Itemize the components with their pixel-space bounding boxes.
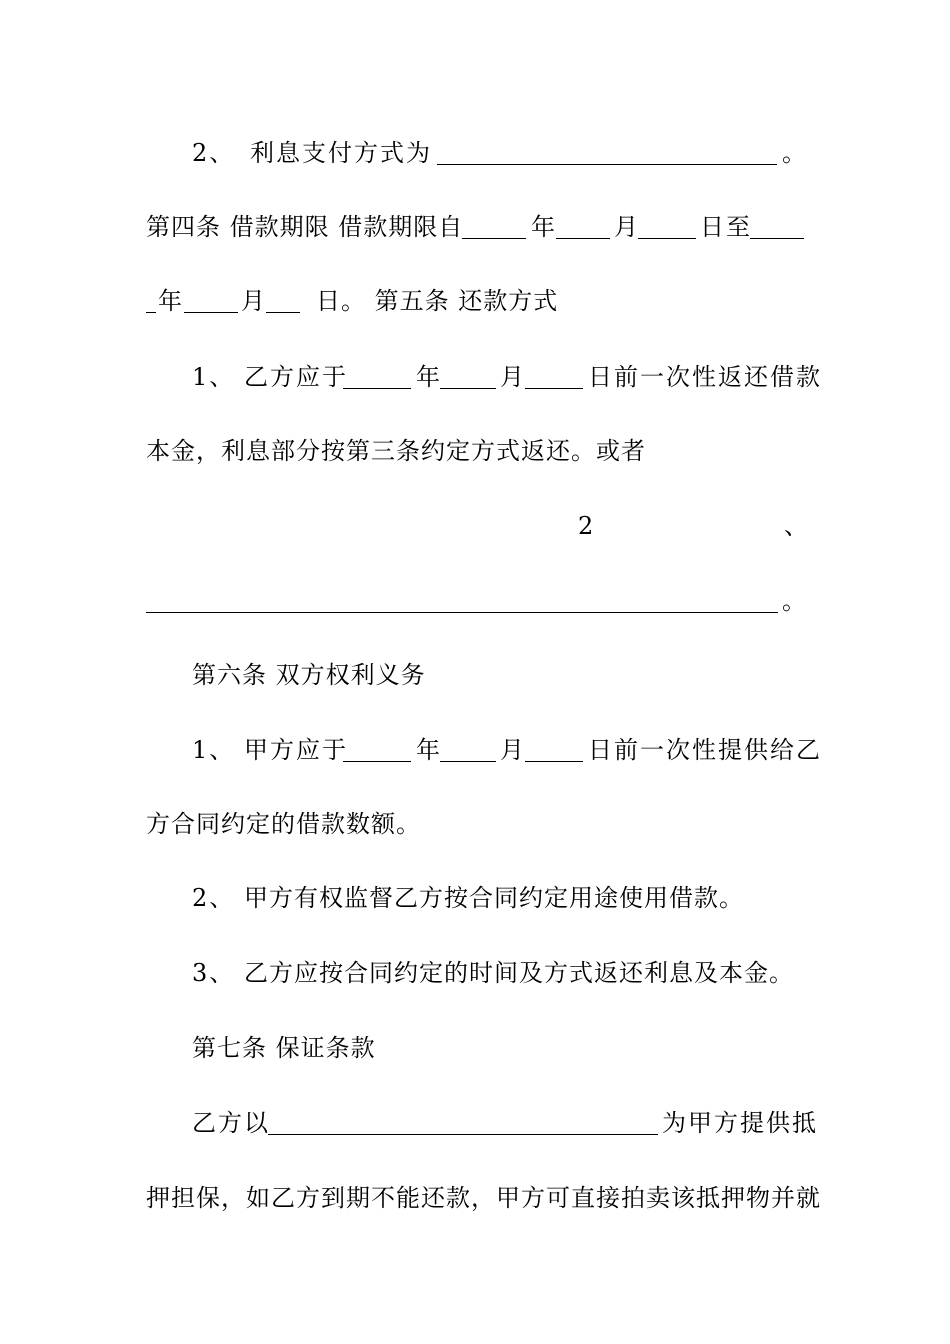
item-number: 1、 bbox=[192, 736, 236, 764]
month-label: 月 bbox=[241, 287, 267, 315]
clause-text: 甲方有权监督乙方按合同约定用途使用借款。 bbox=[244, 884, 744, 912]
clause-text: 押担保，如乙方到期不能还款，甲方可直接拍卖该抵押物并就 bbox=[146, 1184, 821, 1212]
month-label: 月 bbox=[500, 363, 526, 391]
year-label: 年 bbox=[531, 213, 557, 241]
clause-text: 乙方以 bbox=[192, 1109, 270, 1137]
period: 。 bbox=[782, 139, 808, 167]
year-blank bbox=[343, 388, 411, 389]
clause-heading-6: 第六条 双方权利义务 bbox=[192, 661, 426, 689]
clause-text: 方合同约定的借款数额。 bbox=[146, 810, 421, 838]
clause-text: 日前一次性提供给乙 bbox=[588, 736, 822, 764]
day-blank bbox=[638, 238, 696, 239]
end-year-blank bbox=[750, 238, 804, 239]
item-number: 2 bbox=[578, 512, 596, 540]
clause-6-heading-line bbox=[0, 655, 426, 695]
repayment-item-2-line bbox=[0, 506, 810, 546]
month-blank bbox=[556, 238, 610, 239]
month-label: 月 bbox=[500, 736, 526, 764]
clause-heading-7: 第七条 保证条款 bbox=[192, 1034, 376, 1062]
clause-text: 乙方应于 bbox=[244, 363, 348, 391]
clause-text: 为甲方提供抵 bbox=[662, 1109, 818, 1137]
month-blank bbox=[440, 761, 496, 762]
end-day-blank bbox=[266, 312, 300, 313]
year-label: 年 bbox=[158, 287, 184, 315]
day-blank bbox=[525, 761, 583, 762]
clause-heading-4: 第四条 借款期限 借款期限自 bbox=[146, 213, 464, 241]
loan-term-end-line bbox=[0, 281, 559, 321]
year-label: 年 bbox=[416, 736, 442, 764]
year-label: 年 bbox=[416, 363, 442, 391]
clause-text: 利息支付方式为 bbox=[250, 139, 432, 167]
rights-item-2-line bbox=[0, 878, 744, 918]
collateral-blank bbox=[268, 1134, 658, 1135]
rights-item-3-line bbox=[0, 953, 794, 993]
fill-blank bbox=[146, 612, 778, 613]
item-number: 3、 bbox=[192, 959, 236, 987]
month-label: 月 bbox=[614, 213, 640, 241]
period: 。 bbox=[782, 587, 808, 615]
clause-text: 乙方应按合同约定的时间及方式返还利息及本金。 bbox=[244, 959, 794, 987]
clause-heading-5: 日。 第五条 还款方式 bbox=[316, 287, 559, 315]
clause-text: 甲方应于 bbox=[244, 736, 348, 764]
interest-payment-line bbox=[0, 133, 808, 173]
loan-term-line bbox=[0, 207, 752, 247]
day-to-label: 日至 bbox=[700, 213, 752, 241]
repayment-item-2-blank-line bbox=[0, 581, 808, 621]
item-number: 2、 bbox=[192, 884, 236, 912]
repayment-item-1-line bbox=[0, 357, 822, 397]
clause-text: 日前一次性返还借款 bbox=[588, 363, 822, 391]
rights-item-1-line bbox=[0, 730, 822, 770]
enumeration-mark: 、 bbox=[784, 512, 810, 540]
repayment-continuation-line bbox=[0, 431, 646, 471]
guarantee-line bbox=[0, 1103, 818, 1143]
end-year-blank-cont bbox=[146, 312, 156, 313]
item-number: 2、 bbox=[192, 139, 236, 167]
rights-item-1-continuation-line bbox=[0, 804, 421, 844]
guarantee-continuation-line bbox=[0, 1178, 821, 1218]
month-blank bbox=[440, 388, 496, 389]
clause-7-heading-line bbox=[0, 1028, 376, 1068]
clause-text: 本金，利息部分按第三条约定方式返还。或者 bbox=[146, 437, 646, 465]
fill-blank bbox=[437, 164, 777, 165]
year-blank bbox=[343, 761, 411, 762]
day-blank bbox=[525, 388, 583, 389]
item-number: 1、 bbox=[192, 363, 236, 391]
end-month-blank bbox=[184, 312, 238, 313]
year-blank bbox=[462, 238, 526, 239]
